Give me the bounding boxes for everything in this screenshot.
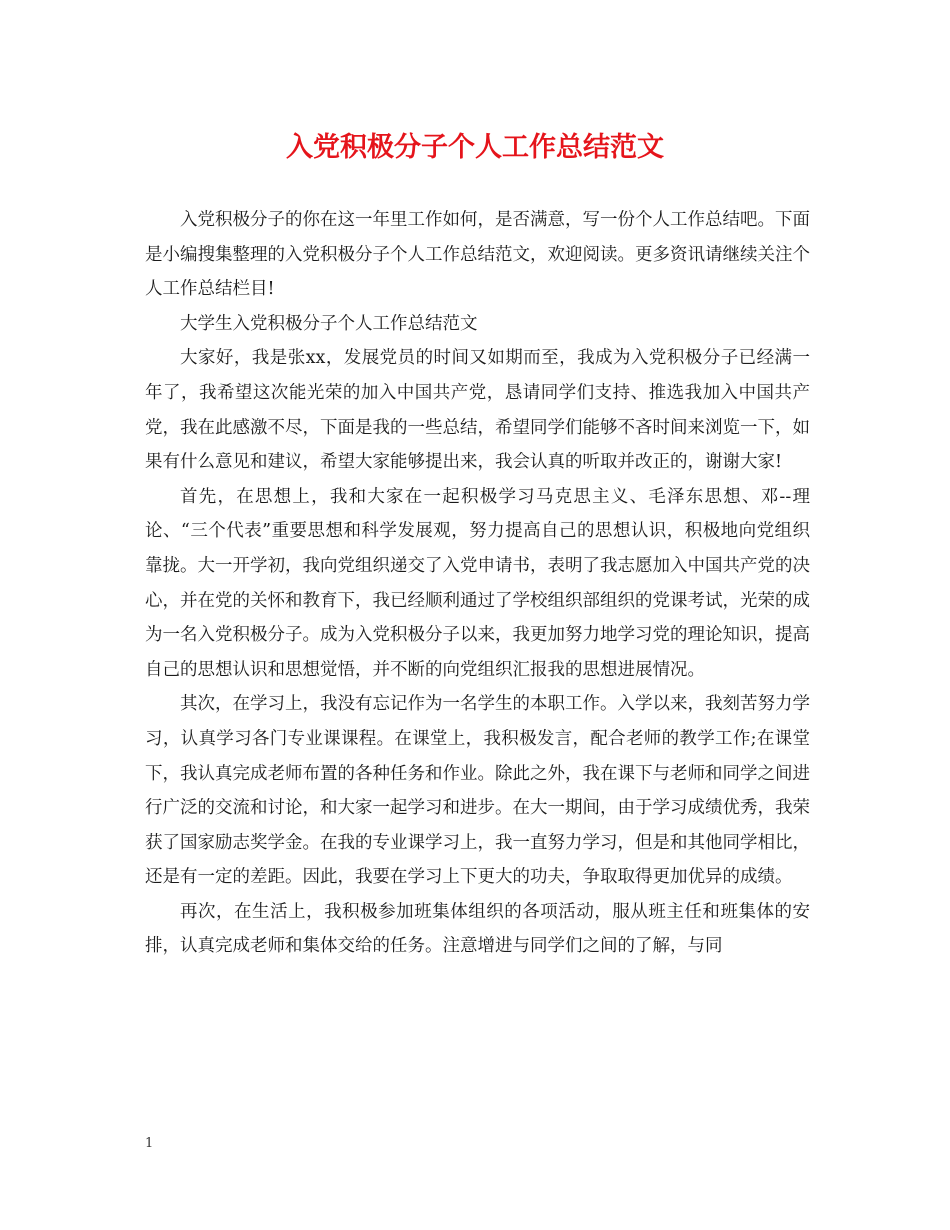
paragraph-subheading: 大学生入党积极分子个人工作总结范文 (180, 313, 478, 334)
paragraph-greeting: 大家好，我是张xx，发展党员的时间又如期而至，我成为入党积极分子已经满一年了，我希望这次能光荣的加入中国共产党，恳请同学们支持、推选我加入中国共产党，我在此感激不尽，下面是我的一些总结，希望同学们能够不吝时间来浏览一下，如果有什么意见和建议，希望大家能够提出来，我会认真的听取并改正的，谢谢大家! (145, 348, 810, 473)
paragraph-life: 再次，在生活上，我积极参加班集体组织的各项活动，服从班主任和班集体的安排，认真完成老师和集体交给的任务。注意增进与同学们之间的了解，与同 (145, 901, 810, 957)
page-number: 1 (145, 1136, 154, 1151)
paragraph-intro: 入党积极分子的你在这一年里工作如何，是否满意，写一份个人工作总结吧。下面是小编搜集整理的入党积极分子个人工作总结范文，欢迎阅读。更多资讯请继续关注个人工作总结栏目! (145, 210, 810, 300)
document-body (145, 203, 810, 964)
paragraph-thought: 首先，在思想上，我和大家在一起积极学习马克思主义、毛泽东思想、邓--理论、“三个代表”重要思想和科学发展观，努力提高自己的思想认识，积极地向党组织靠拢。大一开学初，我向党组织递交了入党申请书，表明了我志愿加入中国共产党的决心，并在党的关怀和教育下，我已经顺利通过了学校组织部组织的党课考试，光荣的成为一名入党积极分子。成为入党积极分子以来，我更加努力地学习党的理论知识，提高自己的思想认识和思想觉悟，并不断的向党组织汇报我的思想进展情况。 (145, 486, 810, 680)
document-title: 入党积极分子个人工作总结范文 (286, 132, 664, 163)
paragraph-study: 其次，在学习上，我没有忘记作为一名学生的本职工作。入学以来，我刻苦努力学习，认真学习各门专业课课程。在课堂上，我积极发言，配合老师的教学工作;在课堂下，我认真完成老师布置的各种任务和作业。除此之外，我在课下与老师和同学之间进行广泛的交流和讨论，和大家一起学习和进步。在大一期间，由于学习成绩优秀，我荣获了国家励志奖学金。在我的专业课学习上，我一直努力学习，但是和其他同学相比，还是有一定的差距。因此，我要在学习上下更大的功夫，争取取得更加优异的成绩。 (145, 694, 810, 888)
